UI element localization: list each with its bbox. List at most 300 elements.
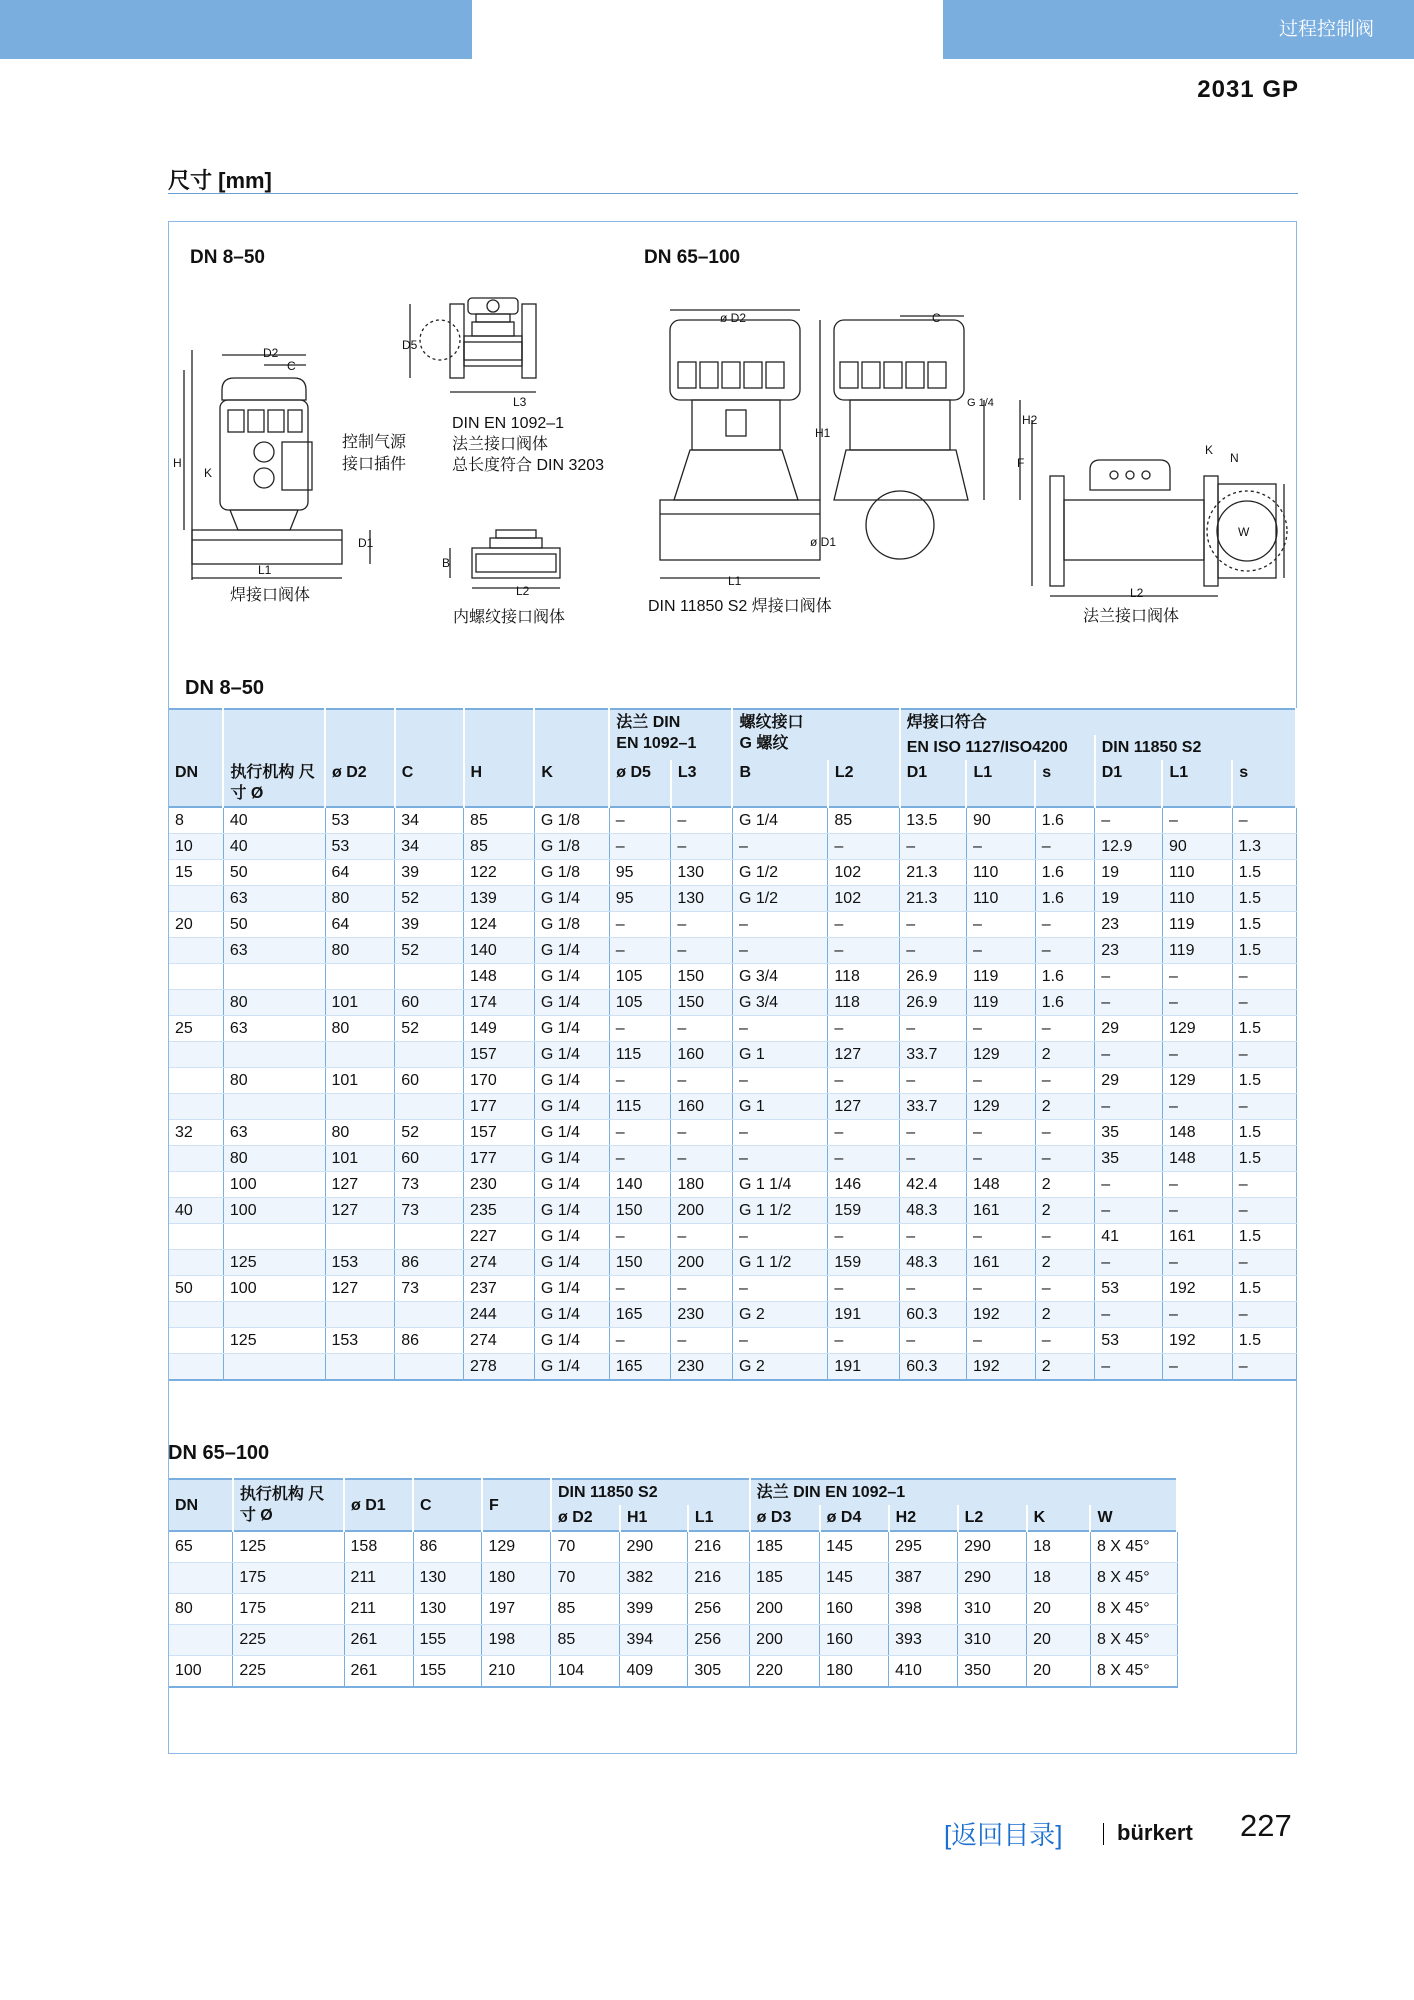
table-cell: 101 <box>325 990 395 1016</box>
table-cell <box>325 1224 395 1250</box>
table-cell <box>169 1563 233 1594</box>
table-cell: 53 <box>325 834 395 860</box>
table-cell <box>395 964 464 990</box>
table-cell: 105 <box>609 964 671 990</box>
th-dn: DN <box>169 760 223 807</box>
table-row <box>169 1042 1296 1068</box>
table-cell: 119 <box>1162 912 1232 938</box>
table-cell: 1.5 <box>1232 1276 1296 1302</box>
table-cell: – <box>671 1276 733 1302</box>
table-cell: 274 <box>464 1250 535 1276</box>
table-cell <box>169 1328 223 1354</box>
table-cell: 40 <box>223 834 325 860</box>
table-cell: – <box>609 938 671 964</box>
table-cell: 70 <box>551 1531 620 1563</box>
table-cell <box>325 1302 395 1328</box>
table-cell: 230 <box>671 1302 733 1328</box>
table-cell: – <box>1035 834 1095 860</box>
table-cell: 35 <box>1095 1120 1163 1146</box>
table-cell: – <box>1162 990 1232 1016</box>
table-cell: G 1/4 <box>534 1328 609 1354</box>
table-cell: – <box>1035 1068 1095 1094</box>
table-cell: 105 <box>609 990 671 1016</box>
table-cell <box>169 964 223 990</box>
table-cell: G 1/4 <box>534 990 609 1016</box>
air-caption-1: 控制气源 <box>342 434 407 451</box>
table-cell: 1.6 <box>1035 990 1095 1016</box>
th-l2: L2 <box>828 760 900 807</box>
table-cell: 8 <box>169 807 223 834</box>
table-cell: – <box>900 1224 967 1250</box>
section-title: 尺寸 [mm] <box>168 168 272 193</box>
table-cell: 148 <box>1162 1120 1232 1146</box>
table-cell: – <box>609 1016 671 1042</box>
table-cell: G 1/4 <box>534 1250 609 1276</box>
table-cell: G 1/4 <box>534 886 609 912</box>
flange2-drawing <box>1030 400 1290 610</box>
table-row <box>169 886 1296 912</box>
table-cell: 146 <box>828 1172 900 1198</box>
th2-actuator: 执行机构 尺寸 Ø <box>233 1479 344 1531</box>
table-cell: 1.5 <box>1232 886 1296 912</box>
table-cell: 8 X 45° <box>1090 1656 1177 1688</box>
air-caption-2: 接口插件 <box>342 456 407 473</box>
table-cell <box>325 1042 395 1068</box>
table-cell: 34 <box>395 834 464 860</box>
table-cell: 200 <box>671 1198 733 1224</box>
table-cell: 48.3 <box>900 1250 967 1276</box>
table-row <box>169 807 1296 834</box>
flange-body-drawing <box>400 292 600 402</box>
th2-h1: H1 <box>620 1505 688 1531</box>
table-cell: – <box>1162 1172 1232 1198</box>
table-cell: 60.3 <box>900 1302 967 1328</box>
table-cell: – <box>1035 1328 1095 1354</box>
table-cell: – <box>671 1120 733 1146</box>
th2-f: F <box>482 1479 551 1531</box>
table-cell: – <box>828 938 900 964</box>
table-cell: – <box>1035 1016 1095 1042</box>
dim-l2-label: L2 <box>516 584 530 598</box>
table-cell: 237 <box>464 1276 535 1302</box>
table-cell: – <box>1162 807 1232 834</box>
table-cell: 52 <box>395 1120 464 1146</box>
th-b: B <box>732 760 827 807</box>
table-cell: – <box>732 1146 827 1172</box>
table-cell: 80 <box>169 1594 233 1625</box>
table-cell: – <box>828 1328 900 1354</box>
table-cell: 18 <box>1027 1531 1091 1563</box>
th-iso-d1: D1 <box>900 760 967 807</box>
table-cell: 80 <box>223 1146 325 1172</box>
table-cell: 8 X 45° <box>1090 1563 1177 1594</box>
table-cell: 52 <box>395 938 464 964</box>
table-cell: – <box>900 1120 967 1146</box>
table-cell: G 1/2 <box>732 860 827 886</box>
table-cell: 20 <box>169 912 223 938</box>
th2-l2: L2 <box>958 1505 1027 1531</box>
header-bar-left <box>0 0 472 59</box>
table-cell: 8 X 45° <box>1090 1594 1177 1625</box>
table-cell: G 3/4 <box>732 990 827 1016</box>
table-cell <box>169 1094 223 1120</box>
table-cell: 127 <box>325 1172 395 1198</box>
dim-od2-label: ø D2 <box>720 311 747 325</box>
table-row <box>169 1198 1296 1224</box>
table-cell: 2 <box>1035 1172 1095 1198</box>
table-cell: – <box>671 807 733 834</box>
table-cell: 127 <box>325 1198 395 1224</box>
table-cell: – <box>966 1068 1035 1094</box>
table-cell: – <box>1035 1224 1095 1250</box>
table-cell: – <box>671 912 733 938</box>
table-cell: – <box>1162 1094 1232 1120</box>
din11850-caption: DIN 11850 S2 焊接口阀体 <box>648 598 832 615</box>
dim-d2-label: D2 <box>263 346 279 360</box>
th-k: K <box>534 760 609 807</box>
table-cell: 20 <box>1027 1625 1091 1656</box>
table-cell: G 1/4 <box>534 1354 609 1381</box>
table-cell: – <box>732 1068 827 1094</box>
th-din-s: s <box>1232 760 1296 807</box>
table-cell: – <box>1162 964 1232 990</box>
table-cell <box>223 1354 325 1381</box>
thread-body-drawing <box>440 528 590 598</box>
table-cell: 86 <box>413 1531 482 1563</box>
table-row <box>169 1146 1296 1172</box>
th-group-flange: 法兰 DIN EN 1092–1 <box>609 709 732 760</box>
table-cell: 115 <box>609 1042 671 1068</box>
table-cell: 393 <box>889 1625 958 1656</box>
table-cell: – <box>966 834 1035 860</box>
table-cell: 145 <box>820 1531 889 1563</box>
table-cell: – <box>671 1016 733 1042</box>
table-cell: – <box>966 1328 1035 1354</box>
th-l3: L3 <box>671 760 733 807</box>
category-title: 过程控制阀 <box>1278 19 1374 40</box>
dim-l1-label: L1 <box>258 563 272 577</box>
table-cell <box>169 1224 223 1250</box>
table-cell: – <box>732 1120 827 1146</box>
table-cell: – <box>1232 1094 1296 1120</box>
table-cell: G 1/4 <box>534 1094 609 1120</box>
th-c: C <box>395 760 464 807</box>
table-cell: 63 <box>223 1016 325 1042</box>
table-cell: 177 <box>464 1146 535 1172</box>
table-cell: 85 <box>464 834 535 860</box>
table-cell: – <box>828 1224 900 1250</box>
table-cell: 52 <box>395 1016 464 1042</box>
table-cell: 290 <box>620 1531 688 1563</box>
table-cell: 20 <box>1027 1656 1091 1688</box>
table1-title: DN 8–50 <box>185 677 264 699</box>
table-cell: – <box>828 912 900 938</box>
table-cell: – <box>671 1224 733 1250</box>
table-cell: 130 <box>413 1563 482 1594</box>
table-cell <box>395 1224 464 1250</box>
table-cell: – <box>1232 1198 1296 1224</box>
table-cell: 39 <box>395 912 464 938</box>
table-cell: 26.9 <box>900 964 967 990</box>
table-cell: 210 <box>482 1656 551 1688</box>
dim-l3-label: L3 <box>513 395 527 409</box>
table-cell: 180 <box>820 1656 889 1688</box>
table-cell: 2 <box>1035 1198 1095 1224</box>
table-cell: 150 <box>671 964 733 990</box>
table-cell: – <box>1162 1302 1232 1328</box>
table-cell: – <box>609 1068 671 1094</box>
table-cell: – <box>900 834 967 860</box>
table-cell: 86 <box>395 1328 464 1354</box>
table-cell: 80 <box>325 938 395 964</box>
table-cell: 177 <box>464 1094 535 1120</box>
table-cell: 80 <box>325 1016 395 1042</box>
table-row <box>169 1250 1296 1276</box>
table-cell: 382 <box>620 1563 688 1594</box>
table-cell: 1.6 <box>1035 886 1095 912</box>
table-cell: 80 <box>325 1120 395 1146</box>
table-cell: 1.5 <box>1232 912 1296 938</box>
table-cell: 139 <box>464 886 535 912</box>
table-cell: 410 <box>889 1656 958 1688</box>
table-cell: – <box>1162 1042 1232 1068</box>
table-cell: 2 <box>1035 1042 1095 1068</box>
dim-h1-label: H1 <box>815 426 831 440</box>
th-group-weld: 焊接口符合 <box>900 709 1296 735</box>
table-cell: 129 <box>966 1094 1035 1120</box>
table-cell: G 1/4 <box>534 1224 609 1250</box>
table-cell: 129 <box>1162 1068 1232 1094</box>
table-cell: G 1/4 <box>534 1198 609 1224</box>
table-cell <box>395 1302 464 1328</box>
table-cell: 1.5 <box>1232 938 1296 964</box>
table-cell: 155 <box>413 1656 482 1688</box>
table-cell: 8 X 45° <box>1090 1531 1177 1563</box>
table-cell: G 1/4 <box>534 1276 609 1302</box>
dim-b-label: B <box>442 556 451 570</box>
table-cell: 191 <box>828 1354 900 1381</box>
table-cell: 1.5 <box>1232 1016 1296 1042</box>
table-cell: – <box>828 1068 900 1094</box>
table-cell: 409 <box>620 1656 688 1688</box>
table-cell: 119 <box>1162 938 1232 964</box>
table-cell: – <box>966 1120 1035 1146</box>
table-cell: 191 <box>828 1302 900 1328</box>
table-cell: 124 <box>464 912 535 938</box>
table-cell: G 1/8 <box>534 912 609 938</box>
table-cell: 155 <box>413 1625 482 1656</box>
table-cell: 8 X 45° <box>1090 1625 1177 1656</box>
table-cell: G 1/8 <box>534 860 609 886</box>
table-row <box>169 1328 1296 1354</box>
table-cell: 52 <box>395 886 464 912</box>
table-cell: 165 <box>609 1354 671 1381</box>
table-cell: – <box>1232 1172 1296 1198</box>
model-number: 2031 GP <box>1197 76 1299 103</box>
table-cell: 63 <box>223 886 325 912</box>
table-cell: 211 <box>344 1563 413 1594</box>
table-cell: G 1/8 <box>534 834 609 860</box>
table-cell: 129 <box>482 1531 551 1563</box>
weld-caption: 焊接口阀体 <box>230 587 311 604</box>
table-cell <box>223 1224 325 1250</box>
th-iso-s: s <box>1035 760 1095 807</box>
table-cell: – <box>828 834 900 860</box>
table-cell: – <box>828 1146 900 1172</box>
table-cell <box>325 1354 395 1381</box>
table-cell: 115 <box>609 1094 671 1120</box>
table-cell: 235 <box>464 1198 535 1224</box>
table-cell: 13.5 <box>900 807 967 834</box>
table-cell: – <box>732 1016 827 1042</box>
table-cell: – <box>1095 964 1163 990</box>
back-to-contents-link[interactable]: [返回目录] <box>944 1820 1063 1850</box>
section-divider <box>168 193 1298 194</box>
table-cell: 1.5 <box>1232 1146 1296 1172</box>
th-h: H <box>464 760 535 807</box>
table-cell: 73 <box>395 1172 464 1198</box>
table-cell: 119 <box>966 964 1035 990</box>
dim-l2b-label: L2 <box>1130 586 1144 600</box>
table-cell: 170 <box>464 1068 535 1094</box>
table-cell: 29 <box>1095 1016 1163 1042</box>
table-cell: 192 <box>966 1354 1035 1381</box>
table-cell: 2 <box>1035 1354 1095 1381</box>
table-row <box>169 1625 1177 1656</box>
table-row <box>169 1068 1296 1094</box>
table-cell: – <box>900 1068 967 1094</box>
table-cell: 100 <box>169 1656 233 1688</box>
table-cell: 161 <box>966 1250 1035 1276</box>
table-cell: 159 <box>828 1250 900 1276</box>
table-cell: 65 <box>169 1531 233 1563</box>
table-cell: G 1/8 <box>534 807 609 834</box>
table-cell: – <box>900 938 967 964</box>
table-cell: 119 <box>966 990 1035 1016</box>
table-row <box>169 1563 1177 1594</box>
table-cell: – <box>1232 964 1296 990</box>
table-cell: 20 <box>1027 1594 1091 1625</box>
table-cell: 53 <box>1095 1328 1163 1354</box>
table-cell: 12.9 <box>1095 834 1163 860</box>
table-cell: 95 <box>609 886 671 912</box>
dim-h-label: H <box>173 456 182 470</box>
table-row <box>169 834 1296 860</box>
table-cell: 63 <box>223 1120 325 1146</box>
table-cell: 50 <box>223 860 325 886</box>
table-row <box>169 1016 1296 1042</box>
table-cell: – <box>609 912 671 938</box>
table-cell: 85 <box>551 1625 620 1656</box>
table-cell: 15 <box>169 860 223 886</box>
table-cell: 18 <box>1027 1563 1091 1594</box>
table-cell: – <box>609 834 671 860</box>
table-cell: 64 <box>325 860 395 886</box>
table-cell: 101 <box>325 1068 395 1094</box>
table-cell: 160 <box>820 1625 889 1656</box>
table-cell: – <box>1095 990 1163 1016</box>
table-cell: 1.5 <box>1232 1120 1296 1146</box>
table-cell: 290 <box>958 1531 1027 1563</box>
table-cell <box>169 886 223 912</box>
table-cell: – <box>828 1120 900 1146</box>
dim-g14-label: G 1/4 <box>967 397 994 409</box>
table-cell: 26.9 <box>900 990 967 1016</box>
th-group-thread: 螺纹接口 G 螺纹 <box>732 709 899 760</box>
table-cell: 225 <box>233 1656 344 1688</box>
header-bar-right <box>943 0 1414 59</box>
table-cell: G 3/4 <box>732 964 827 990</box>
dim-c2-label: C <box>932 311 941 325</box>
flange2-caption: 法兰接口阀体 <box>1083 608 1180 625</box>
dim-f-label: F <box>1017 456 1025 470</box>
table-cell <box>169 990 223 1016</box>
table-cell <box>223 1094 325 1120</box>
table-cell: – <box>671 938 733 964</box>
table-cell: 158 <box>344 1531 413 1563</box>
table-cell: 230 <box>671 1354 733 1381</box>
table-cell: 125 <box>223 1328 325 1354</box>
burkert-logo: bürkert <box>1117 1820 1193 1845</box>
table-cell: 1.6 <box>1035 964 1095 990</box>
table-cell: – <box>1162 1198 1232 1224</box>
table-cell: – <box>609 1224 671 1250</box>
table-cell: 35 <box>1095 1146 1163 1172</box>
table-cell: – <box>1232 1250 1296 1276</box>
table-cell: 256 <box>688 1625 750 1656</box>
table-cell: – <box>609 1146 671 1172</box>
table-cell: 118 <box>828 964 900 990</box>
th-din-l1: L1 <box>1162 760 1232 807</box>
table-cell: 153 <box>325 1250 395 1276</box>
table-cell: – <box>1035 912 1095 938</box>
table-cell: 90 <box>966 807 1035 834</box>
table-cell: 90 <box>1162 834 1232 860</box>
table-cell: 110 <box>966 886 1035 912</box>
table-cell: – <box>1095 1250 1163 1276</box>
table-cell: – <box>828 1016 900 1042</box>
th2-d4: ø D4 <box>820 1505 889 1531</box>
table-cell: – <box>671 1146 733 1172</box>
flange-caption-2: 法兰接口阀体 <box>452 436 549 453</box>
table-cell: 174 <box>464 990 535 1016</box>
table-cell: – <box>1095 807 1163 834</box>
table-cell: 192 <box>1162 1328 1232 1354</box>
table-cell: G 1/4 <box>534 938 609 964</box>
dim-k2-label: K <box>1205 443 1214 457</box>
dim-w-label: W <box>1238 525 1250 539</box>
th2-h2: H2 <box>889 1505 958 1531</box>
table-cell: 100 <box>223 1276 325 1302</box>
table-cell: 80 <box>223 1068 325 1094</box>
table-cell: 19 <box>1095 860 1163 886</box>
table-cell: 53 <box>325 807 395 834</box>
table-cell: – <box>966 912 1035 938</box>
table-cell: 161 <box>966 1198 1035 1224</box>
table-cell: 50 <box>169 1276 223 1302</box>
table-cell: – <box>1035 938 1095 964</box>
table-cell <box>169 1042 223 1068</box>
table-cell: – <box>828 1276 900 1302</box>
table-cell: 118 <box>828 990 900 1016</box>
table-cell: – <box>1035 1146 1095 1172</box>
table-cell: 127 <box>325 1276 395 1302</box>
table-cell: – <box>732 938 827 964</box>
table-cell: 40 <box>169 1198 223 1224</box>
table-cell: 102 <box>828 860 900 886</box>
table-cell: 310 <box>958 1625 1027 1656</box>
table-cell: 127 <box>828 1042 900 1068</box>
